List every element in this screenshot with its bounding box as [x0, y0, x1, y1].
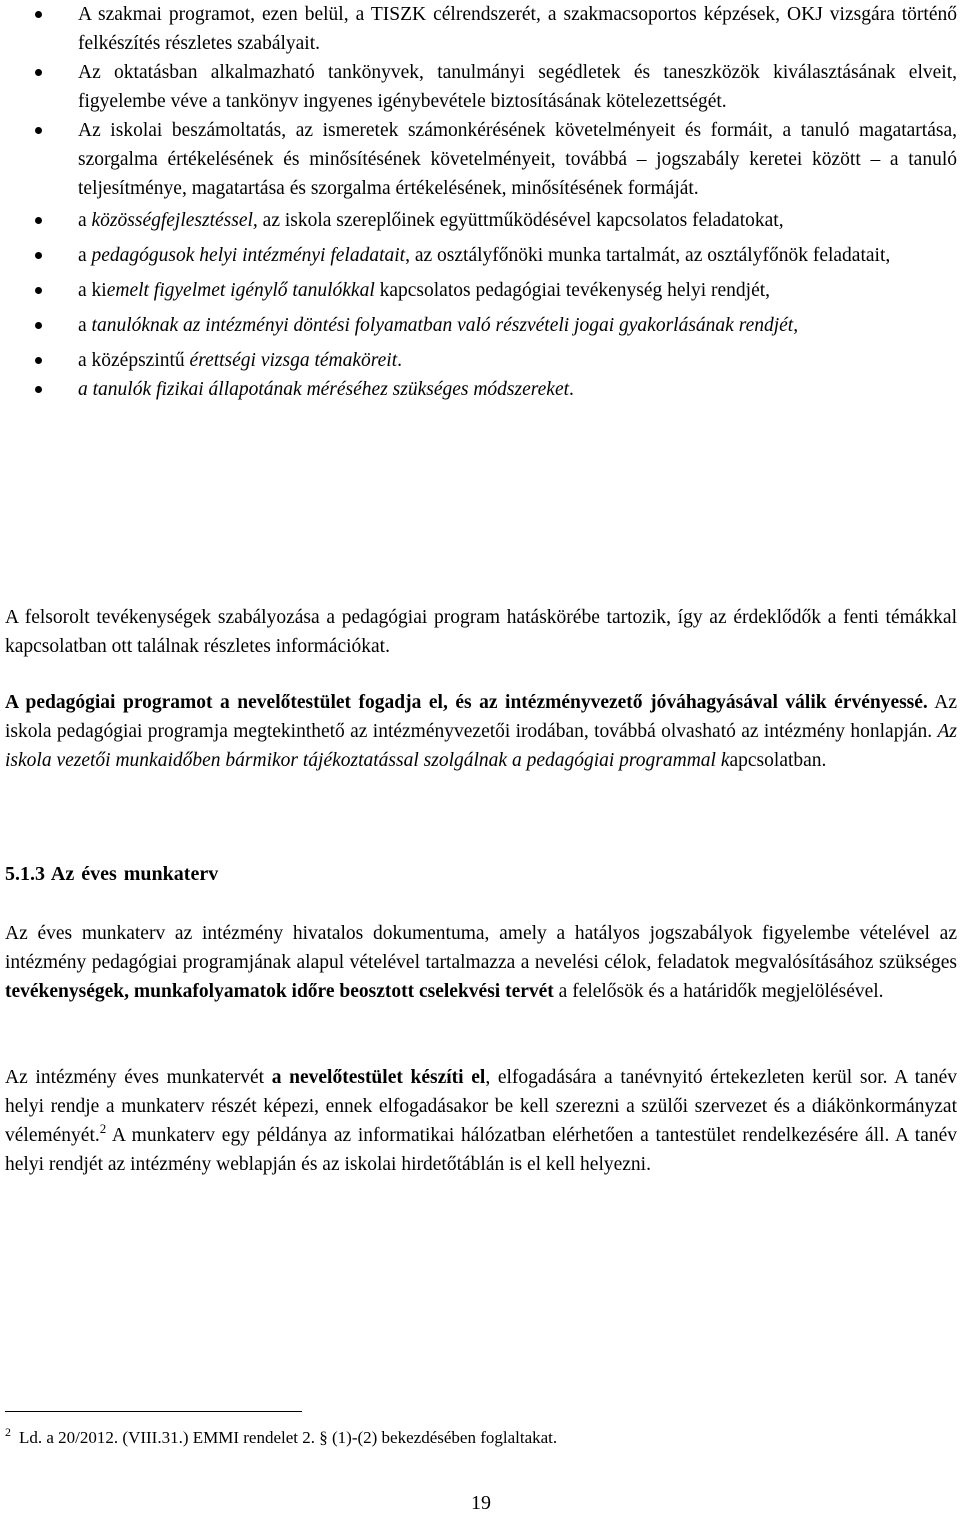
- bullet-icon: [35, 69, 42, 76]
- footnote: $^2$ Ld. a 20/2012. (VIII.31.) EMMI rendelet 2. § (1)-(2) bekezdésében foglaltakat.: [5, 1425, 558, 1447]
- page-number: 19: [471, 1492, 491, 1514]
- list-item: a tanulók fizikai állapotának méréséhez szükséges módszereket.: [5, 375, 957, 404]
- paragraph-approval: A pedagógiai programot a nevelőtestület fogadja el, és az intézményvezető jóváhagyásával válik érvényessé. Az iskola pedagógiai programja megtekinthető az intézményvezetői irodában, továbbá olvasható az intézmény honlapján. Az iskola vezetői munkaidőben bármikor tájékoztatással szolgálnak a pedagógiai programmal kapcsolatban.: [5, 692, 957, 771]
- list-item: a kiemelt figyelmet igénylő tanulókkal kapcsolatos pedagógiai tevékenység helyi rendjét,: [5, 276, 957, 305]
- list-item: a tanulóknak az intézményi döntési folyamatban való részvételi jogai gyakorlásának rendjét,: [5, 311, 957, 340]
- list-item: Az oktatásban alkalmazható tankönyvek, tanulmányi segédletek és taneszközök kiválasztásának elveit, figyelembe véve a tankönyv ingyenes igénybevétele biztosításának kötelezettségét.: [5, 58, 957, 116]
- footnote-reference[interactable]: 2: [99, 1121, 107, 1136]
- list-item: a pedagógusok helyi intézményi feladatait, az osztályfőnöki munka tartalmát, az osztályfőnök feladatait,: [5, 241, 957, 270]
- footnote-divider: [5, 1411, 302, 1412]
- bullet-icon: [35, 217, 42, 224]
- paragraph-workplan-adoption: Az intézmény éves munkatervét a nevelőtestület készíti el, elfogadására a tanévnyitó értekezleten kerül sor. A tanév helyi rendje a munkaterv részét képezi, ennek elfogadásakor be kell szerezni a szülői szervezet és a diákönkormányzat véleményét.$^2$ A munkaterv egy példánya az informatikai hálózatban elérhetően a tantestület rendelkezésére áll. A tanév helyi rendjét az intézmény weblapján és az iskolai hirdetőtáblán is el kell helyezni.: [5, 1067, 957, 1175]
- list-item: A szakmai programot, ezen belül, a TISZK célrendszerét, a szakmacsoportos képzések, OKJ vizsgára történő felkészítés részletes szabályait.: [5, 0, 957, 58]
- paragraph-scope: A felsorolt tevékenységek szabályozása a pedagógiai program hatáskörébe tartozik, így az érdeklődők a fenti témákkal kapcsolatban ott találnak részletes információkat.: [5, 607, 957, 657]
- bullet-icon: [35, 357, 42, 364]
- bullet-icon: [35, 252, 42, 259]
- bullet-icon: [35, 11, 42, 18]
- bullet-icon: [35, 322, 42, 329]
- paragraph-workplan: Az éves munkaterv az intézmény hivatalos dokumentuma, amely a hatályos jogszabályok figyelembe vételével az intézmény pedagógiai programjának alapul vételével tartalmazza a nevelési célok, feladatok megvalósításához szükséges tevékenységek, munkafolyamatok időre beosztott cselekvési tervét a felelősök és a határidők megjelölésével.: [5, 923, 957, 1002]
- footnote-number: 2: [5, 1425, 11, 1439]
- list-item: Az iskolai beszámoltatás, az ismeretek számonkérésének követelményeit és formáit, a tanuló magatartása, szorgalma értékelésének és minősítésének követelményeit, továbbá – jogszabály keretei között – a tanuló teljesítménye, magatartása és szorgalma értékelésének, minősítésének formáját.: [5, 116, 957, 203]
- section-heading: 5.1.3 Az éves munkaterv: [5, 863, 219, 885]
- bullet-icon: [35, 127, 42, 134]
- list-item: a közösségfejlesztéssel, az iskola szereplőinek együttműködésével kapcsolatos feladatokat,: [5, 206, 957, 235]
- bullet-icon: [35, 287, 42, 294]
- list-item: a középszintű érettségi vizsga témaköreit.: [5, 346, 957, 375]
- bullet-list: [5, 0, 957, 404]
- bullet-icon: [35, 386, 42, 393]
